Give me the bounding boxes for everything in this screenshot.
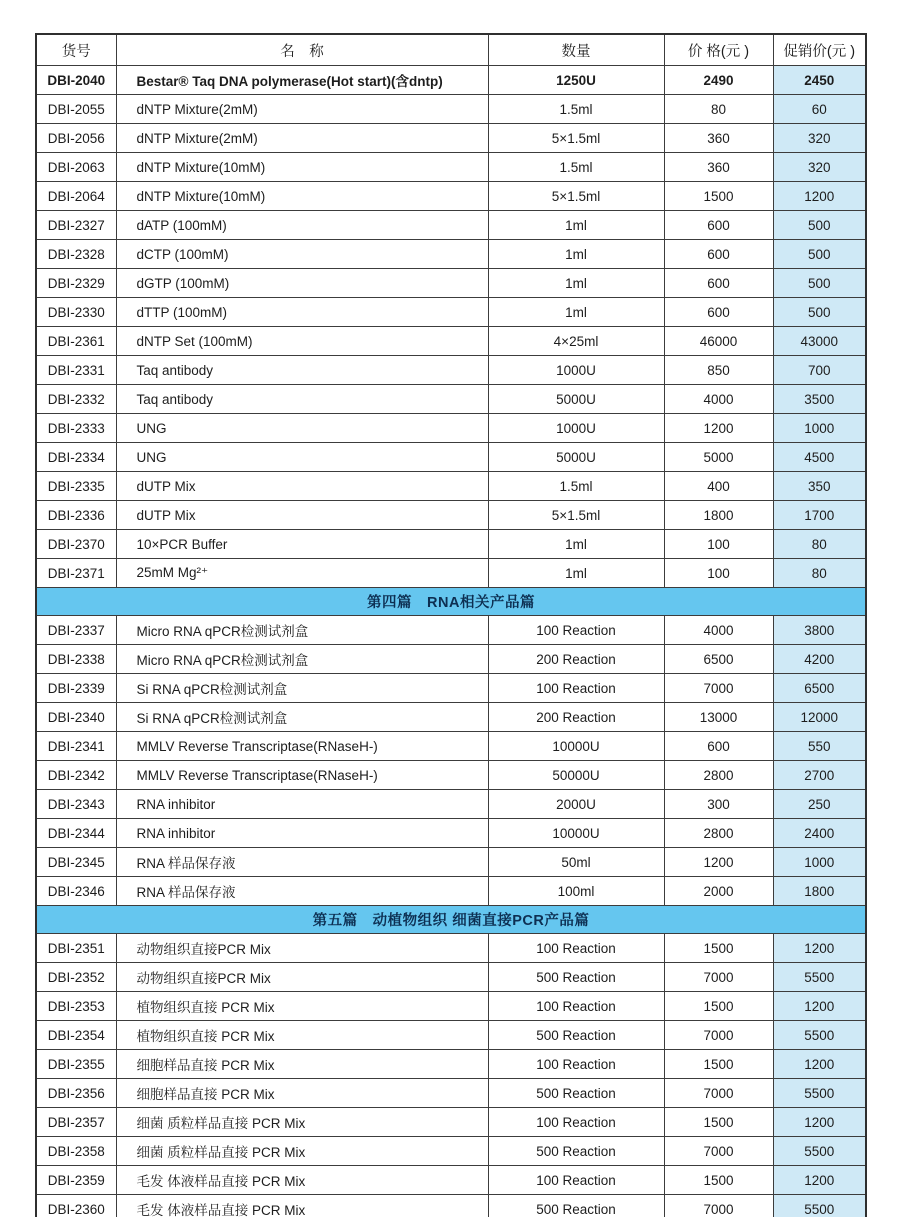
table-row [36, 1195, 866, 1217]
price-cell: 360 [664, 153, 773, 182]
product-name-cell: RNA inhibitor [116, 819, 488, 848]
product-name-cell: 细胞样品直接 PCR Mix [116, 1079, 488, 1108]
table-header [36, 34, 866, 66]
price-cell: 46000 [664, 327, 773, 356]
product-name-cell: dTTP (100mM) [116, 298, 488, 327]
quantity-cell: 500 Reaction [488, 963, 664, 992]
catalog-no-cell: DBI-2339 [36, 674, 116, 703]
table-row [36, 240, 866, 269]
catalog-no-cell: DBI-2064 [36, 182, 116, 211]
price-cell: 1200 [664, 848, 773, 877]
price-cell: 1500 [664, 934, 773, 963]
product-name-cell: 植物组织直接 PCR Mix [116, 1021, 488, 1050]
price-cell: 4000 [664, 616, 773, 645]
quantity-cell: 1.5ml [488, 472, 664, 501]
quantity-cell: 500 Reaction [488, 1079, 664, 1108]
price-cell: 100 [664, 530, 773, 559]
promo-price-cell: 1000 [773, 848, 866, 877]
catalog-no-cell: DBI-2327 [36, 211, 116, 240]
catalog-no-cell: DBI-2356 [36, 1079, 116, 1108]
product-name-cell: Bestar® Taq DNA polymerase(Hot start)(含dntp) [116, 66, 488, 95]
promo-price-cell: 1700 [773, 501, 866, 530]
product-name-cell: Micro RNA qPCR检测试剂盒 [116, 616, 488, 645]
table-row [36, 616, 866, 645]
product-name-cell: 细胞样品直接 PCR Mix [116, 1050, 488, 1079]
table-row [36, 124, 866, 153]
price-cell: 600 [664, 211, 773, 240]
quantity-cell: 10000U [488, 819, 664, 848]
table-row [36, 761, 866, 790]
catalog-no-cell: DBI-2370 [36, 530, 116, 559]
quantity-cell: 1250U [488, 66, 664, 95]
price-cell: 1500 [664, 1108, 773, 1137]
quantity-cell: 50000U [488, 761, 664, 790]
section-band-row [36, 906, 866, 934]
product-name-cell: Taq antibody [116, 385, 488, 414]
quantity-cell: 200 Reaction [488, 703, 664, 732]
product-name-cell: MMLV Reverse Transcriptase(RNaseH-) [116, 761, 488, 790]
catalog-no-cell: DBI-2063 [36, 153, 116, 182]
quantity-cell: 100 Reaction [488, 992, 664, 1021]
price-cell: 2800 [664, 761, 773, 790]
table-row [36, 934, 866, 963]
table-row [36, 153, 866, 182]
price-cell: 600 [664, 240, 773, 269]
promo-price-cell: 3500 [773, 385, 866, 414]
table-row [36, 1137, 866, 1166]
catalog-no-cell: DBI-2333 [36, 414, 116, 443]
table-row [36, 992, 866, 1021]
table-body [36, 66, 866, 1217]
catalog-no-cell: DBI-2331 [36, 356, 116, 385]
section-band-title: 第四篇 RNA相关产品篇 [36, 588, 866, 616]
table-row [36, 269, 866, 298]
promo-price-cell: 1200 [773, 1108, 866, 1137]
promo-price-cell: 500 [773, 240, 866, 269]
table-row [36, 645, 866, 674]
promo-price-cell: 1200 [773, 182, 866, 211]
promo-price-cell: 2450 [773, 66, 866, 95]
product-name-cell: dNTP Mixture(10mM) [116, 153, 488, 182]
product-name-cell: dNTP Mixture(10mM) [116, 182, 488, 211]
product-name-cell: RNA 样品保存液 [116, 877, 488, 906]
price-cell: 1200 [664, 414, 773, 443]
price-cell: 7000 [664, 1079, 773, 1108]
price-cell: 7000 [664, 1195, 773, 1217]
promo-price-cell: 6500 [773, 674, 866, 703]
table-row [36, 356, 866, 385]
product-name-cell: dNTP Mixture(2mM) [116, 95, 488, 124]
quantity-cell: 1ml [488, 269, 664, 298]
price-cell: 1500 [664, 992, 773, 1021]
product-name-cell: 25mM Mg²⁺ [116, 559, 488, 588]
product-name-cell: UNG [116, 443, 488, 472]
catalog-no-cell: DBI-2328 [36, 240, 116, 269]
catalog-no-cell: DBI-2341 [36, 732, 116, 761]
table-row [36, 530, 866, 559]
product-name-cell: 毛发 体液样品直接 PCR Mix [116, 1195, 488, 1217]
price-cell: 2490 [664, 66, 773, 95]
product-name-cell: dATP (100mM) [116, 211, 488, 240]
quantity-cell: 100ml [488, 877, 664, 906]
quantity-cell: 100 Reaction [488, 934, 664, 963]
product-name-cell: 细菌 质粒样品直接 PCR Mix [116, 1108, 488, 1137]
product-name-cell: 10×PCR Buffer [116, 530, 488, 559]
promo-price-cell: 1200 [773, 934, 866, 963]
product-name-cell: dGTP (100mM) [116, 269, 488, 298]
price-cell: 1800 [664, 501, 773, 530]
promo-price-cell: 1000 [773, 414, 866, 443]
promo-price-cell: 350 [773, 472, 866, 501]
catalog-no-cell: DBI-2371 [36, 559, 116, 588]
table-row [36, 443, 866, 472]
promo-price-cell: 550 [773, 732, 866, 761]
quantity-cell: 100 Reaction [488, 1108, 664, 1137]
catalog-no-cell: DBI-2345 [36, 848, 116, 877]
table-row [36, 327, 866, 356]
quantity-cell: 100 Reaction [488, 674, 664, 703]
header-quantity: 数量 [488, 34, 664, 66]
table-row [36, 66, 866, 95]
product-name-cell: MMLV Reverse Transcriptase(RNaseH-) [116, 732, 488, 761]
quantity-cell: 4×25ml [488, 327, 664, 356]
quantity-cell: 500 Reaction [488, 1195, 664, 1217]
price-cell: 4000 [664, 385, 773, 414]
section-band-title: 第五篇 动植物组织 细菌直接PCR产品篇 [36, 906, 866, 934]
quantity-cell: 1ml [488, 530, 664, 559]
product-name-cell: dUTP Mix [116, 501, 488, 530]
price-cell: 100 [664, 559, 773, 588]
catalog-no-cell: DBI-2353 [36, 992, 116, 1021]
catalog-no-cell: DBI-2361 [36, 327, 116, 356]
promo-price-cell: 3800 [773, 616, 866, 645]
catalog-no-cell: DBI-2355 [36, 1050, 116, 1079]
quantity-cell: 1000U [488, 414, 664, 443]
quantity-cell: 1ml [488, 211, 664, 240]
product-name-cell: Si RNA qPCR检测试剂盒 [116, 674, 488, 703]
table-row [36, 819, 866, 848]
catalog-no-cell: DBI-2335 [36, 472, 116, 501]
table-row [36, 211, 866, 240]
promo-price-cell: 1200 [773, 992, 866, 1021]
product-name-cell: 毛发 体液样品直接 PCR Mix [116, 1166, 488, 1195]
quantity-cell: 100 Reaction [488, 616, 664, 645]
header-product-name: 名 称 [116, 34, 488, 66]
promo-price-cell: 250 [773, 790, 866, 819]
quantity-cell: 10000U [488, 732, 664, 761]
quantity-cell: 2000U [488, 790, 664, 819]
promo-price-cell: 60 [773, 95, 866, 124]
catalog-no-cell: DBI-2329 [36, 269, 116, 298]
price-cell: 1500 [664, 182, 773, 211]
product-name-cell: RNA 样品保存液 [116, 848, 488, 877]
product-name-cell: dCTP (100mM) [116, 240, 488, 269]
promo-price-cell: 43000 [773, 327, 866, 356]
catalog-no-cell: DBI-2354 [36, 1021, 116, 1050]
price-cell: 7000 [664, 674, 773, 703]
header-price: 价 格(元 ) [664, 34, 773, 66]
table-row [36, 1021, 866, 1050]
quantity-cell: 1ml [488, 559, 664, 588]
header-catalog-no: 货号 [36, 34, 116, 66]
price-cell: 80 [664, 95, 773, 124]
price-cell: 7000 [664, 1137, 773, 1166]
catalog-no-cell: DBI-2332 [36, 385, 116, 414]
table-row [36, 414, 866, 443]
quantity-cell: 1ml [488, 298, 664, 327]
quantity-cell: 200 Reaction [488, 645, 664, 674]
price-cell: 7000 [664, 1021, 773, 1050]
quantity-cell: 500 Reaction [488, 1021, 664, 1050]
table-row [36, 385, 866, 414]
promo-price-cell: 5500 [773, 963, 866, 992]
promo-price-cell: 5500 [773, 1137, 866, 1166]
quantity-cell: 5×1.5ml [488, 124, 664, 153]
catalog-no-cell: DBI-2343 [36, 790, 116, 819]
price-cell: 850 [664, 356, 773, 385]
catalog-no-cell: DBI-2338 [36, 645, 116, 674]
product-name-cell: RNA inhibitor [116, 790, 488, 819]
price-cell: 300 [664, 790, 773, 819]
header-row [36, 34, 866, 66]
price-table [35, 33, 867, 1217]
table-row [36, 1166, 866, 1195]
quantity-cell: 5000U [488, 385, 664, 414]
promo-price-cell: 2700 [773, 761, 866, 790]
catalog-no-cell: DBI-2351 [36, 934, 116, 963]
catalog-no-cell: DBI-2330 [36, 298, 116, 327]
promo-price-cell: 700 [773, 356, 866, 385]
product-name-cell: Micro RNA qPCR检测试剂盒 [116, 645, 488, 674]
product-name-cell: dNTP Set (100mM) [116, 327, 488, 356]
table-row [36, 1050, 866, 1079]
catalog-no-cell: DBI-2357 [36, 1108, 116, 1137]
price-cell: 600 [664, 269, 773, 298]
price-cell: 360 [664, 124, 773, 153]
promo-price-cell: 4500 [773, 443, 866, 472]
catalog-no-cell: DBI-2340 [36, 703, 116, 732]
catalog-no-cell: DBI-2336 [36, 501, 116, 530]
quantity-cell: 1.5ml [488, 95, 664, 124]
promo-price-cell: 500 [773, 269, 866, 298]
price-cell: 1500 [664, 1166, 773, 1195]
table-row [36, 501, 866, 530]
quantity-cell: 500 Reaction [488, 1137, 664, 1166]
price-cell: 400 [664, 472, 773, 501]
catalog-no-cell: DBI-2337 [36, 616, 116, 645]
promo-price-cell: 500 [773, 298, 866, 327]
promo-price-cell: 12000 [773, 703, 866, 732]
table-row [36, 790, 866, 819]
price-cell: 13000 [664, 703, 773, 732]
quantity-cell: 50ml [488, 848, 664, 877]
catalog-no-cell: DBI-2359 [36, 1166, 116, 1195]
table-row [36, 963, 866, 992]
catalog-no-cell: DBI-2056 [36, 124, 116, 153]
table-row [36, 877, 866, 906]
table-row [36, 472, 866, 501]
product-name-cell: dNTP Mixture(2mM) [116, 124, 488, 153]
product-name-cell: Si RNA qPCR检测试剂盒 [116, 703, 488, 732]
table-row [36, 182, 866, 211]
promo-price-cell: 5500 [773, 1079, 866, 1108]
promo-price-cell: 2400 [773, 819, 866, 848]
promo-price-cell: 1800 [773, 877, 866, 906]
promo-price-cell: 80 [773, 530, 866, 559]
table-row [36, 559, 866, 588]
product-name-cell: dUTP Mix [116, 472, 488, 501]
product-name-cell: UNG [116, 414, 488, 443]
table-row [36, 848, 866, 877]
header-promo-price: 促销价(元 ) [773, 34, 866, 66]
catalog-no-cell: DBI-2334 [36, 443, 116, 472]
promo-price-cell: 4200 [773, 645, 866, 674]
product-name-cell: 动物组织直接PCR Mix [116, 934, 488, 963]
product-name-cell: Taq antibody [116, 356, 488, 385]
catalog-no-cell: DBI-2346 [36, 877, 116, 906]
catalog-no-cell: DBI-2342 [36, 761, 116, 790]
price-cell: 600 [664, 732, 773, 761]
quantity-cell: 1ml [488, 240, 664, 269]
promo-price-cell: 320 [773, 124, 866, 153]
product-name-cell: 植物组织直接 PCR Mix [116, 992, 488, 1021]
product-name-cell: 细菌 质粒样品直接 PCR Mix [116, 1137, 488, 1166]
quantity-cell: 5×1.5ml [488, 501, 664, 530]
quantity-cell: 5×1.5ml [488, 182, 664, 211]
price-cell: 5000 [664, 443, 773, 472]
catalog-no-cell: DBI-2358 [36, 1137, 116, 1166]
table-row [36, 703, 866, 732]
table-row [36, 674, 866, 703]
table-row [36, 732, 866, 761]
promo-price-cell: 1200 [773, 1166, 866, 1195]
price-cell: 6500 [664, 645, 773, 674]
quantity-cell: 100 Reaction [488, 1166, 664, 1195]
quantity-cell: 100 Reaction [488, 1050, 664, 1079]
quantity-cell: 5000U [488, 443, 664, 472]
table-row [36, 1079, 866, 1108]
catalog-no-cell: DBI-2040 [36, 66, 116, 95]
price-cell: 600 [664, 298, 773, 327]
promo-price-cell: 5500 [773, 1195, 866, 1217]
price-cell: 2800 [664, 819, 773, 848]
catalog-no-cell: DBI-2360 [36, 1195, 116, 1217]
promo-price-cell: 5500 [773, 1021, 866, 1050]
price-cell: 7000 [664, 963, 773, 992]
quantity-cell: 1000U [488, 356, 664, 385]
price-cell: 2000 [664, 877, 773, 906]
catalog-no-cell: DBI-2352 [36, 963, 116, 992]
table-row [36, 1108, 866, 1137]
catalog-no-cell: DBI-2055 [36, 95, 116, 124]
catalog-no-cell: DBI-2344 [36, 819, 116, 848]
quantity-cell: 1.5ml [488, 153, 664, 182]
promo-price-cell: 1200 [773, 1050, 866, 1079]
product-name-cell: 动物组织直接PCR Mix [116, 963, 488, 992]
price-cell: 1500 [664, 1050, 773, 1079]
table-row [36, 95, 866, 124]
table-row [36, 298, 866, 327]
promo-price-cell: 320 [773, 153, 866, 182]
promo-price-cell: 80 [773, 559, 866, 588]
section-band-row [36, 588, 866, 616]
promo-price-cell: 500 [773, 211, 866, 240]
